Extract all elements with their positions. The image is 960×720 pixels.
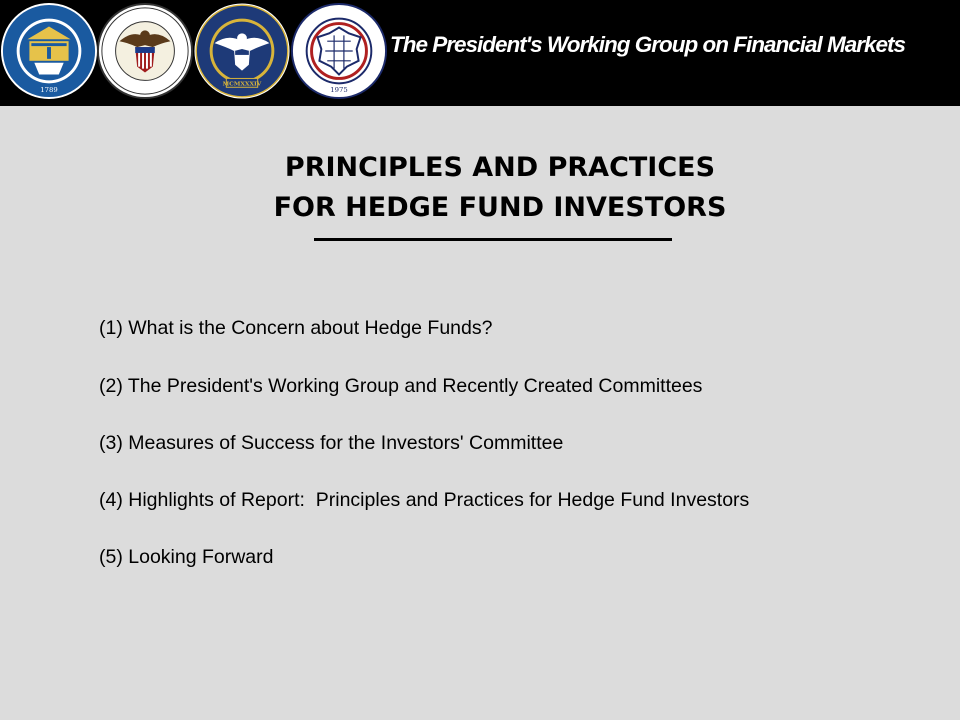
cftc-seal-icon: [290, 2, 388, 100]
slide-title-line-2: FOR HEDGE FUND INVESTORS: [273, 192, 727, 223]
agenda-item-4: (4) Highlights of Report: Principles and Practices for Hedge Fund Investors: [99, 489, 750, 511]
agenda-item-1: (1) What is the Concern about Hedge Funds?: [99, 317, 493, 339]
treasury-seal-icon: [0, 2, 98, 100]
agenda-item-3: (3) Measures of Success for the Investors' Committee: [99, 432, 564, 454]
sec-seal-icon: [193, 2, 291, 100]
slide-title-line-1: PRINCIPLES AND PRACTICES: [284, 152, 716, 183]
svg-text:1789: 1789: [40, 86, 58, 95]
header-title: The President's Working Group on Financial Markets: [390, 32, 906, 57]
header-banner: [0, 0, 960, 106]
federal-reserve-seal-icon: [96, 2, 194, 100]
agenda-item-2: (2) The President's Working Group and Recently Created Committees: [99, 375, 703, 397]
title-underline-rule: [314, 238, 672, 241]
svg-text:MCMXXXIV: MCMXXXIV: [222, 80, 262, 88]
agenda-item-5: (5) Looking Forward: [99, 546, 274, 568]
svg-text:1975: 1975: [330, 86, 348, 95]
